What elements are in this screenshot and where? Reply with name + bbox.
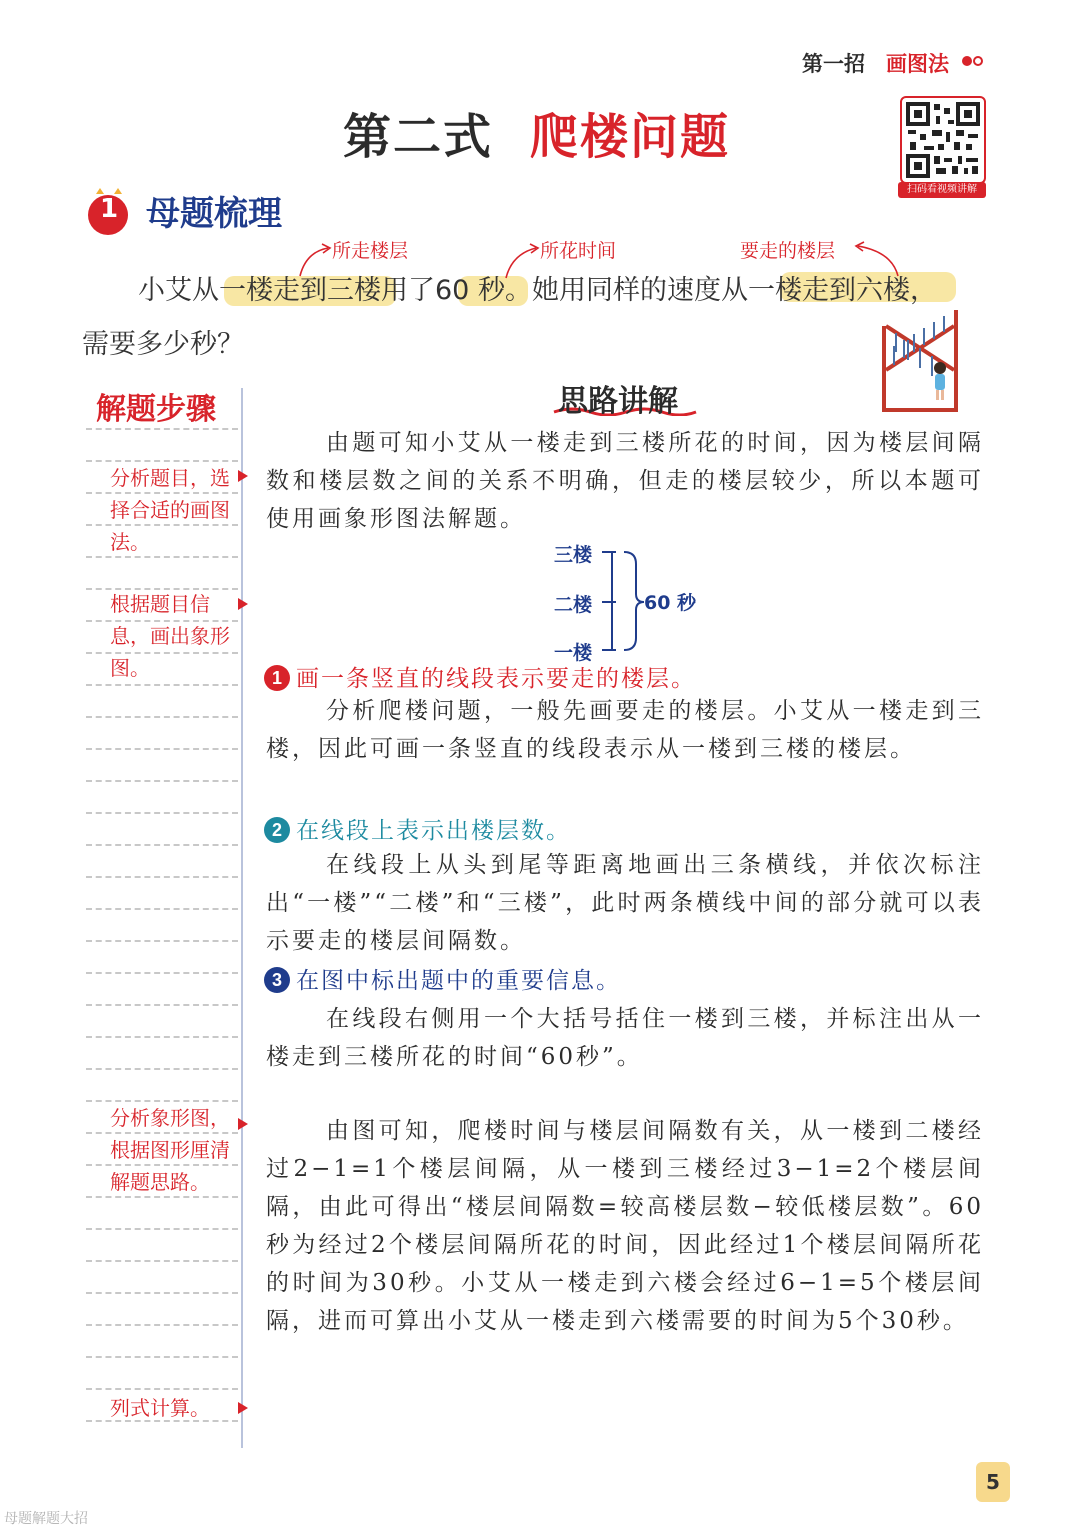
substep-number: 1 xyxy=(264,665,290,691)
substep-body: 在线段上从头到尾等距离地画出三条横线，并依次标注出“一楼”“二楼”和“三楼”，此时两条横线中间的部分就可以表示要走的楼层间隔数。 xyxy=(266,852,984,954)
substep-heading xyxy=(264,962,621,995)
steps-title: 解题步骤 xyxy=(96,392,216,427)
explanation-title: 思路讲解 xyxy=(558,384,678,419)
divider xyxy=(86,1388,238,1390)
annotation-floors-walked: 所走楼层 xyxy=(332,240,409,262)
divider xyxy=(86,1036,238,1038)
problem-text-highlighted: 60 秒 xyxy=(435,275,505,306)
page-number: 5 xyxy=(976,1462,1010,1502)
divider xyxy=(86,748,238,750)
divider xyxy=(86,972,238,974)
problem-text: 小艾从 xyxy=(138,275,219,306)
diagram-floor-label: 一楼 xyxy=(554,642,593,664)
divider xyxy=(86,1324,238,1326)
problem-text: 。她用同样的速度从 xyxy=(504,275,748,306)
divider xyxy=(86,1292,238,1294)
step-marker-icon xyxy=(236,470,248,482)
substep-heading xyxy=(264,660,696,693)
step-marker-icon xyxy=(236,1118,248,1130)
substep-title: 在线段上表示出楼层数。 xyxy=(296,818,571,844)
qr-caption: 扫码看视频讲解 xyxy=(898,182,986,198)
step-marker-icon xyxy=(236,598,248,610)
step-marker-icon xyxy=(236,1402,248,1414)
divider xyxy=(86,684,238,686)
divider xyxy=(86,940,238,942)
diagram-time-label: 60 秒 xyxy=(644,592,697,614)
problem-text: 用了 xyxy=(381,275,435,306)
step-item: 分析题目，选择合适的画图法。 xyxy=(110,466,230,554)
analysis-paragraph: 由图可知，爬楼时间与楼层间隔数有关，从一楼到二楼经过2−1=1个楼层间隔，从一楼到三楼经过3−1=2个楼层间隔，由此可得出“楼层间隔数=较高楼层数−较低楼层数”。60秒为经过2个楼层间隔所花的时间，因此经过1个楼层间隔所花的时间为30秒。小艾从一楼走到六楼会经过6−1=5个楼层间隔，进而可算出小艾从一楼走到六楼需要的时间为5个30秒。 xyxy=(266,1118,984,1334)
staircase-illustration-icon xyxy=(878,306,962,414)
substep-number: 2 xyxy=(264,817,290,843)
divider xyxy=(86,1356,238,1358)
substep-heading xyxy=(264,812,571,845)
explanation-intro: 由题可知小艾从一楼走到三楼所花的时间，因为楼层间隔数和楼层数之间的关系不明确，但走的楼层较少，所以本题可使用画象形图法解题。 xyxy=(266,430,984,532)
page-title: 爬楼问题 xyxy=(530,109,731,165)
divider xyxy=(86,844,238,846)
diagram-floor-label: 三楼 xyxy=(554,544,593,566)
divider xyxy=(86,908,238,910)
problem-text: ， xyxy=(909,275,937,306)
problem-line-1 xyxy=(138,268,937,307)
divider xyxy=(86,812,238,814)
annotation-floors-to-walk: 要走的楼层 xyxy=(740,240,836,262)
page-title-prefix: 第二式 xyxy=(343,109,494,165)
divider xyxy=(86,716,238,718)
divider xyxy=(86,1228,238,1230)
substep-body: 在线段右侧用一个大括号括住一楼到三楼，并标注出从一楼走到三楼所花的时间“60秒”。 xyxy=(266,1006,984,1070)
divider xyxy=(86,780,238,782)
section-number: 1 xyxy=(99,194,119,224)
steps-divider-line xyxy=(241,388,243,1448)
divider xyxy=(86,876,238,878)
step-item: 列式计算。 xyxy=(110,1396,210,1420)
problem-text-highlighted: 一楼走到六楼 xyxy=(747,275,910,306)
substep-title: 画一条竖直的线段表示要走的楼层。 xyxy=(296,666,696,692)
divider xyxy=(86,1004,238,1006)
method-label: 画图法 xyxy=(886,52,949,76)
divider xyxy=(86,1260,238,1262)
divider xyxy=(86,1068,238,1070)
step-item: 分析象形图，根据图形厘清解题思路。 xyxy=(110,1106,230,1194)
diagram-floor-label: 二楼 xyxy=(554,594,593,616)
problem-line-2: 需要多少秒？ xyxy=(82,329,244,360)
divider xyxy=(86,428,238,430)
substep-title: 在图中标出题中的重要信息。 xyxy=(296,968,621,994)
watermark: 母题解题大招 xyxy=(4,1511,88,1527)
substep-number: 3 xyxy=(264,967,290,993)
section-title: 母题梳理 xyxy=(146,194,282,234)
chapter-label: 第一招 xyxy=(802,52,865,76)
problem-text-highlighted: 一楼走到三楼 xyxy=(219,275,381,306)
substep-body: 分析爬楼问题，一般先画要走的楼层。小艾从一楼走到三楼，因此可画一条竖直的线段表示从一楼到三楼的楼层。 xyxy=(266,698,984,762)
step-item: 根据题目信息，画出象形图。 xyxy=(110,592,230,680)
annotation-time-spent: 所花时间 xyxy=(540,240,617,262)
